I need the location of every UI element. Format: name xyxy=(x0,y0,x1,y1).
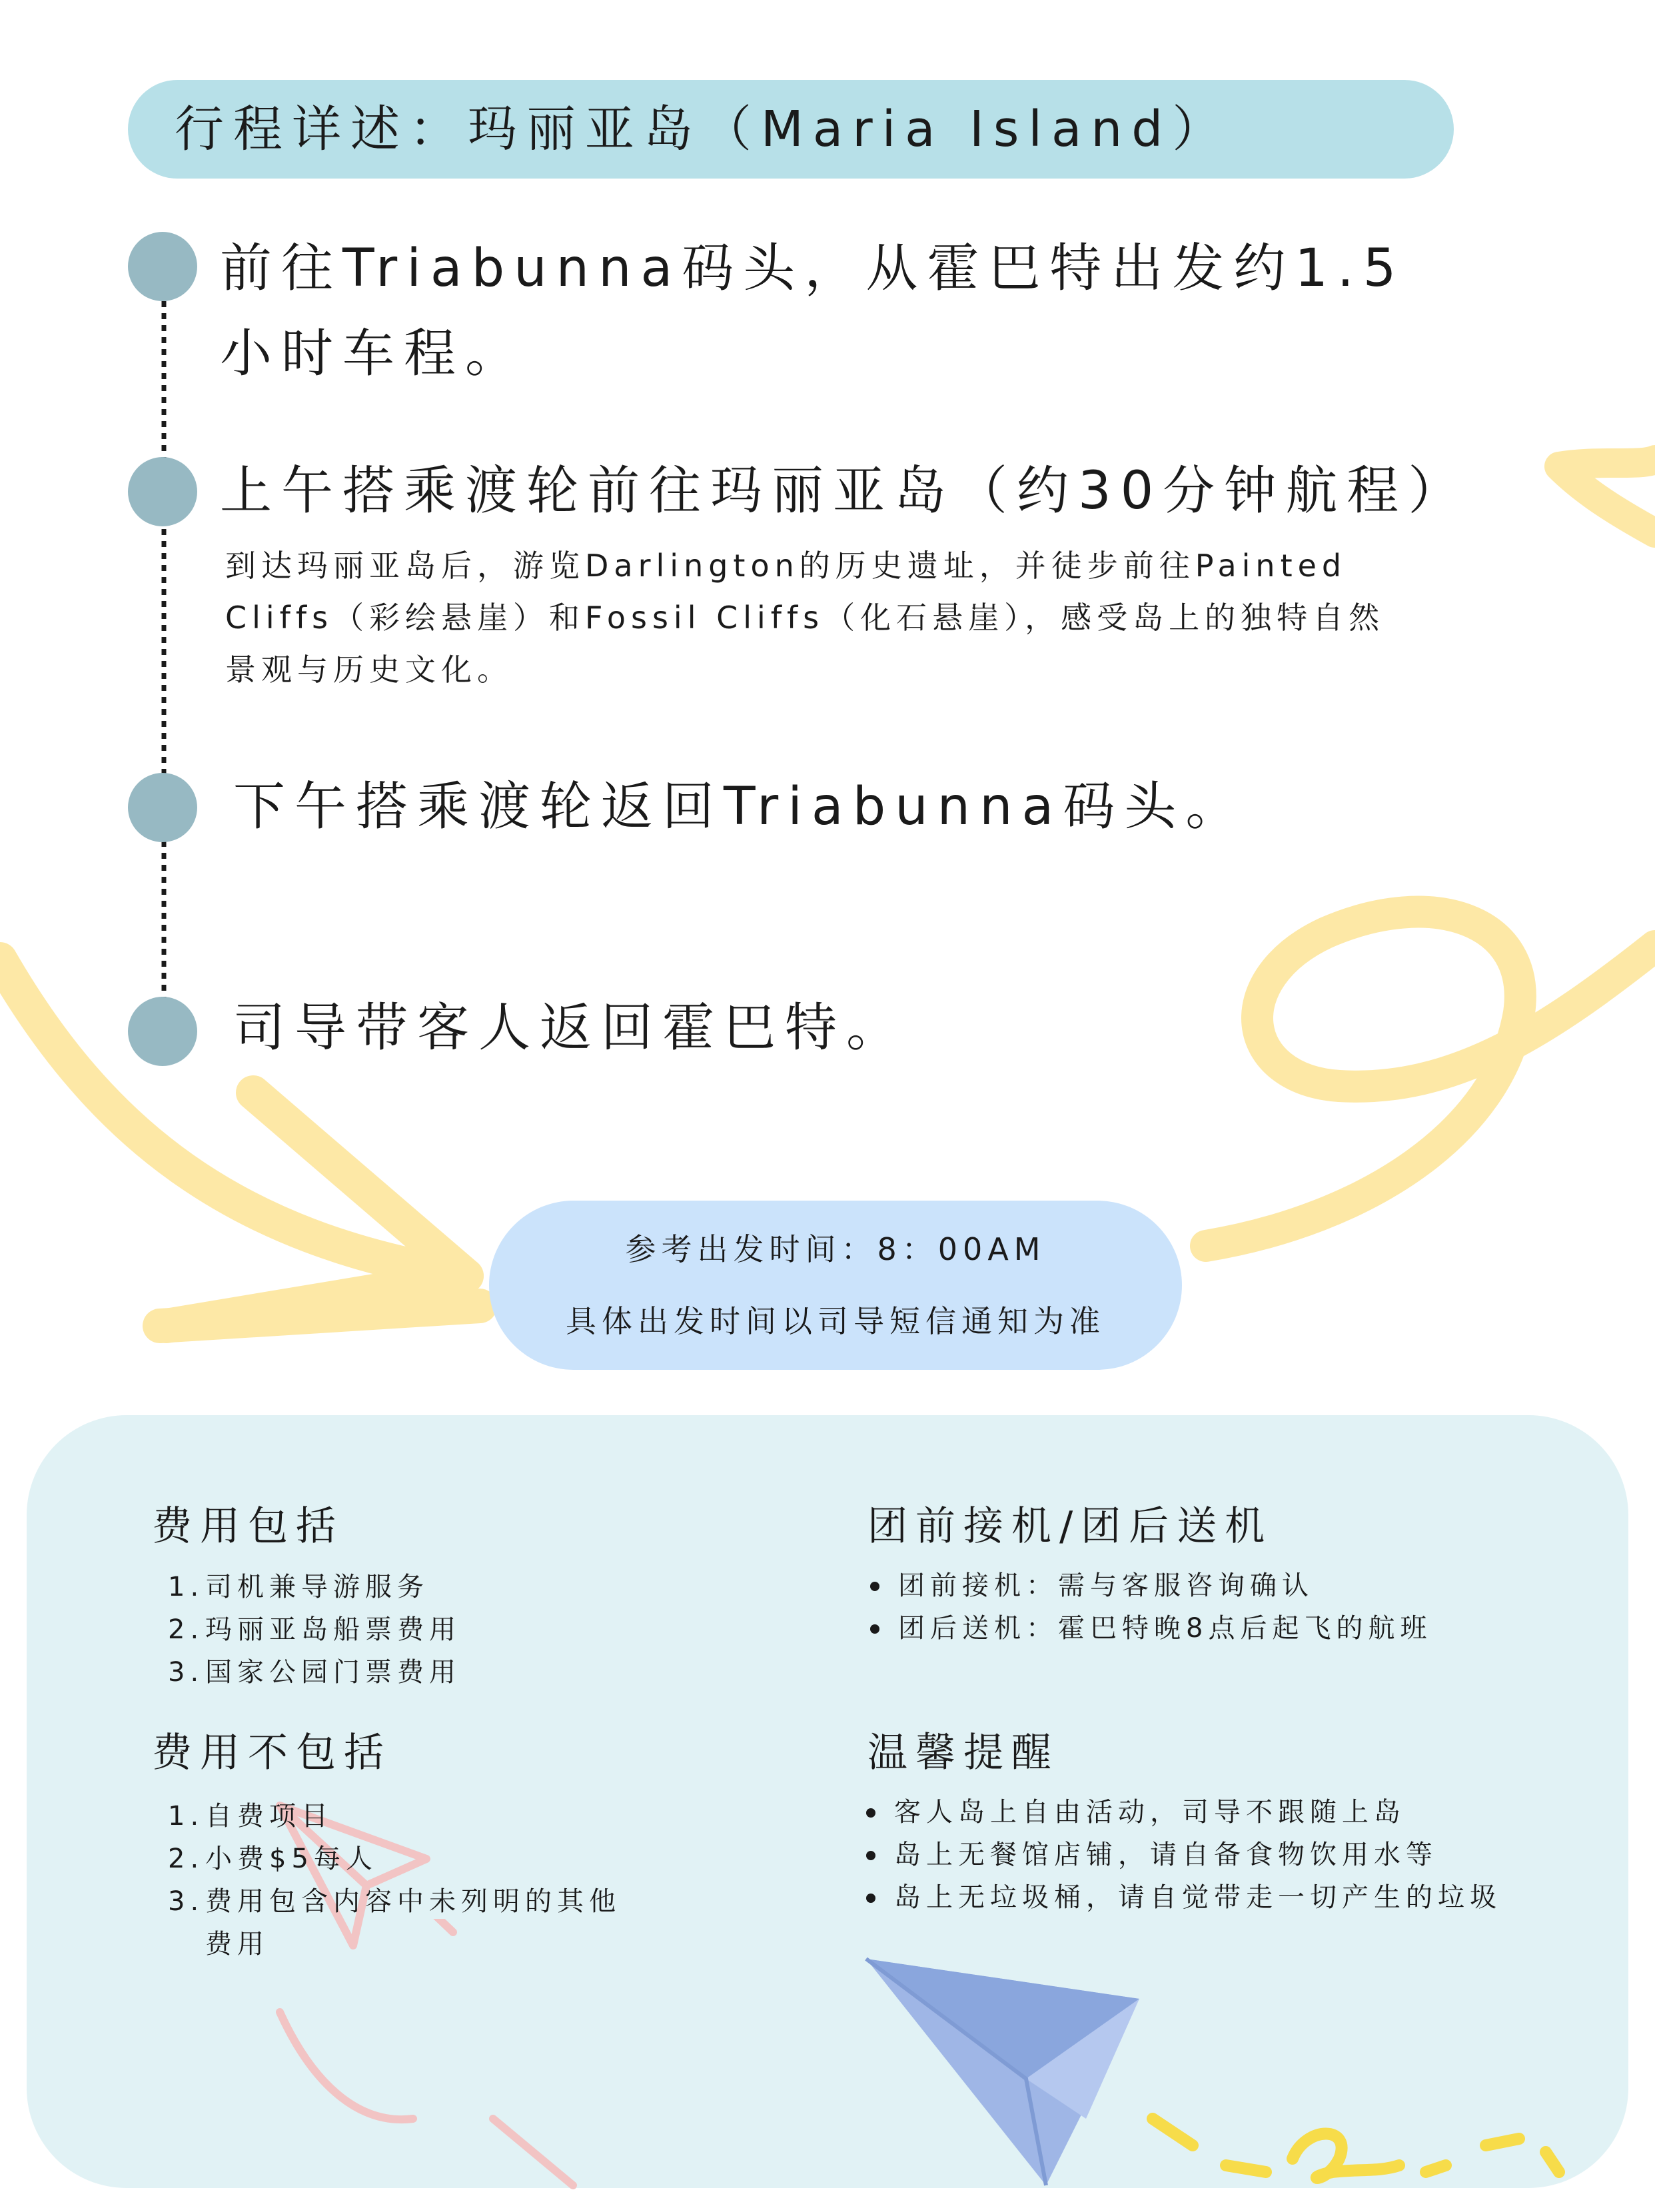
list-item: 团前接机：需与客服咨询确认 xyxy=(867,1564,1432,1607)
yellow-arrow-head xyxy=(167,1093,466,1326)
step-1-heading-line1: 前往Triabunna码头，从霍巴特出发约1.5 xyxy=(220,239,1406,298)
step-2-desc-line3: 景观与历史文化。 xyxy=(225,652,513,688)
departure-note: 具体出发时间以司导短信通知为准 xyxy=(566,1303,1105,1339)
included-list xyxy=(168,1566,461,1694)
paper-plane-icon xyxy=(859,1945,1153,2212)
timeline-dot-1 xyxy=(128,232,197,301)
list-item: 2.玛丽亚岛船票费用 xyxy=(168,1614,461,1645)
yellow-squiggle-top xyxy=(1559,460,1655,533)
list-item: 3.国家公园门票费用 xyxy=(168,1657,461,1688)
list-item: 团后送机：霍巴特晚8点后起飞的航班 xyxy=(867,1607,1432,1650)
reminder-list xyxy=(863,1791,1502,1919)
list-item: 岛上无餐馆店铺，请自备食物饮用水等 xyxy=(863,1834,1502,1876)
reminder-title: 温馨提醒 xyxy=(867,1730,1059,1776)
excluded-title: 费用不包括 xyxy=(152,1730,392,1776)
list-item: 1.司机兼导游服务 xyxy=(168,1572,429,1602)
list-item: 客人岛上自由活动，司导不跟随上岛 xyxy=(863,1791,1502,1834)
yellow-arrow-tail xyxy=(160,1306,480,1326)
timeline-dotted-line xyxy=(160,253,168,1039)
excluded-list xyxy=(168,1795,621,1965)
step-2-desc-line1: 到达玛丽亚岛后，游览Darlington的历史遗址，并徒步前往Painted xyxy=(225,548,1347,584)
transfer-list xyxy=(867,1564,1432,1650)
list-item: 3.费用包含内容中未列明的其他 xyxy=(168,1886,621,1917)
timeline-dot-4 xyxy=(128,997,197,1066)
list-item: 1.自费项目 xyxy=(168,1801,333,1832)
timeline-dot-2 xyxy=(128,457,197,526)
step-2-heading: 上午搭乘渡轮前往玛丽亚岛（约30分钟航程） xyxy=(220,461,1470,521)
page-title: 行程详述：玛丽亚岛（Maria Island） xyxy=(175,101,1231,158)
yellow-dash-decoration xyxy=(1133,2099,1655,2212)
included-title: 费用包括 xyxy=(152,1503,344,1550)
step-2-desc-line2: Cliffs（彩绘悬崖）和Fossil Cliffs（化石悬崖），感受岛上的独特自然 xyxy=(225,600,1385,636)
list-item-continued: 费用 xyxy=(205,1929,269,1959)
timeline-dot-3 xyxy=(128,773,197,842)
list-item: 2.小费$5每人 xyxy=(168,1844,378,1874)
step-4-heading: 司导带客人返回霍巴特。 xyxy=(233,998,908,1058)
step-1-heading-line2: 小时车程。 xyxy=(220,324,527,384)
yellow-swirl-decoration xyxy=(1206,912,1655,1246)
departure-time: 参考出发时间：8：00AM xyxy=(625,1231,1046,1267)
transfer-title: 团前接机/团后送机 xyxy=(867,1503,1273,1550)
step-3-heading: 下午搭乘渡轮返回Triabunna码头。 xyxy=(233,777,1247,837)
list-item: 岛上无垃圾桶，请自觉带走一切产生的垃圾 xyxy=(863,1876,1502,1919)
step-2-description xyxy=(225,540,1464,696)
